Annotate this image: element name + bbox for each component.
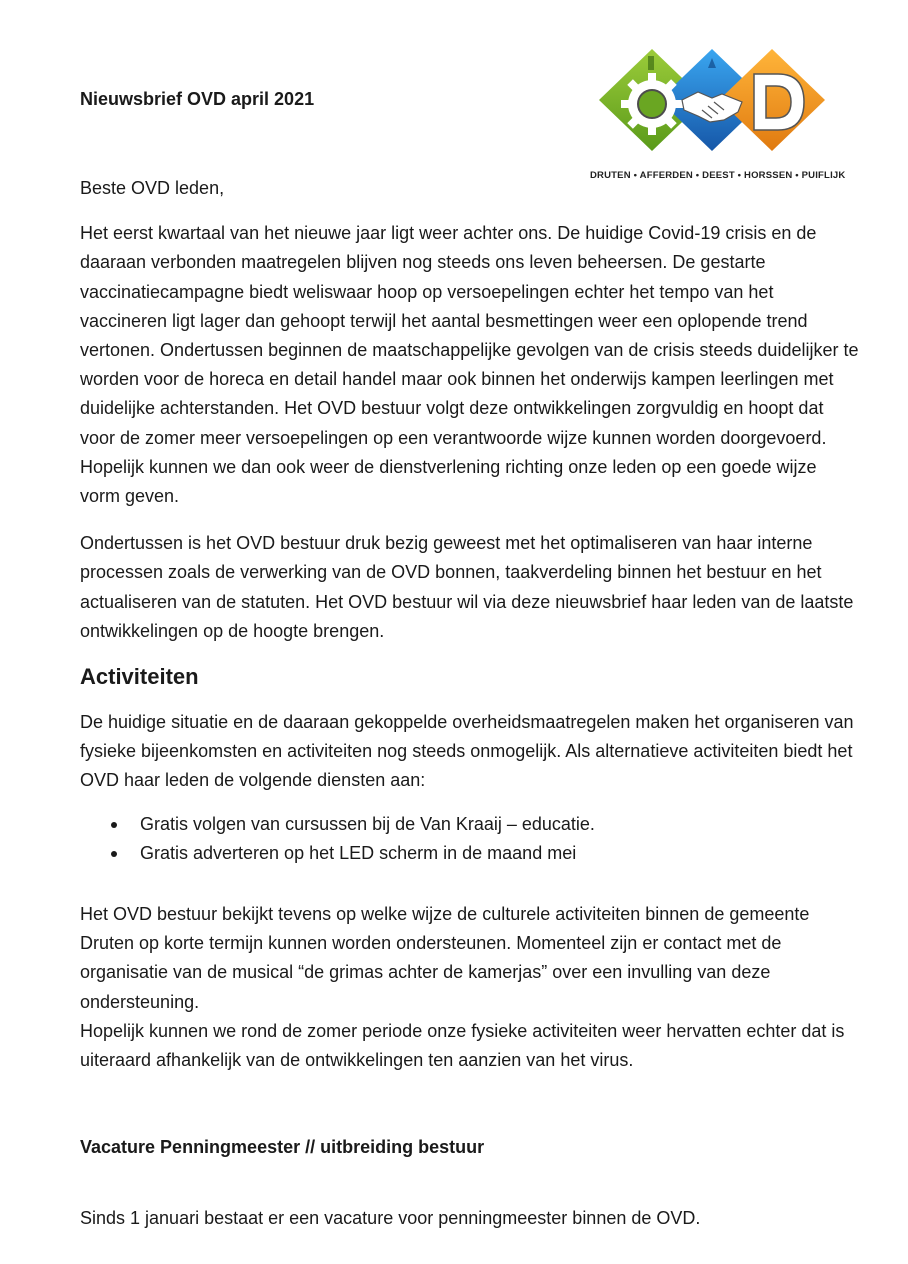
vacancy-heading: Vacature Penningmeester // uitbreiding bestuur	[80, 1137, 485, 1158]
gear-icon	[621, 73, 683, 135]
salutation: Beste OVD leden,	[80, 178, 225, 198]
processes-paragraph: Ondertussen is het OVD bestuur druk bezig geweest met het optimaliseren van haar interne processen zoals de verwerking van de OVD bonnen, taakverdeling binnen het bestuur en het actualiseren van de statuten. Het OVD bestuur wil via deze nieuwsbrief haar leden van de laatste ontwikkelingen op de hoogte brengen.	[80, 533, 854, 641]
page-title: Nieuwsbrief OVD april 2021	[80, 89, 315, 109]
activities-heading: Activiteiten	[80, 664, 199, 690]
church-tower-icon	[648, 56, 654, 70]
services-list	[80, 810, 860, 868]
activities-paragraph: De huidige situatie en de daaraan gekoppelde overheidsmaatregelen maken het organiseren van fysieke bijeenkomsten en activiteiten nog steeds onmogelijk. Als alternatieve activiteiten biedt het OVD haar leden de volgende diensten aan:	[80, 712, 854, 791]
ovd-logo	[590, 44, 846, 189]
ovd-logo-graphic	[590, 44, 840, 170]
logo-caption: DRUTEN • AFFERDEN • DEEST • HORSSEN • PUIFLIJK	[590, 170, 846, 181]
intro-paragraph: Het eerst kwartaal van het nieuwe jaar ligt weer achter ons. De huidige Covid-19 crisis en de daaraan verbonden maatregelen blijven nog steeds ons leven beheersen. De gestarte vaccinatiecampagne biedt weliswaar hoop op versoepelingen echter het tempo van het vaccineren ligt lager dan gehoopt terwijl het aantal besmettingen weer een oplopende trend vertonen. Ondertussen beginnen de maatschappelijke gevolgen van de crisis steeds duidelijker te worden voor de horeca en detail handel maar ook binnen het onderwijs kampen leerlingen met duidelijke achterstanden. Het OVD bestuur volgt deze ontwikkelingen zorgvuldig en hoopt dat voor de zomer meer versoepelingen op een verantwoorde wijze kunnen worden doorgevoerd. Hopelijk kunnen we dan ook weer de dienstverlening richting onze leden op een goede wijze vorm geven.	[80, 223, 859, 507]
vacancy-paragraph: Sinds 1 januari bestaat er een vacature voor penningmeester binnen de OVD.	[80, 1208, 701, 1229]
culture-followup-paragraph: Hopelijk kunnen we rond de zomer periode onze fysieke activiteiten weer hervatten echter dat is uiteraard afhankelijk van de ontwikkelingen ten aanzien van het virus.	[80, 1020, 845, 1071]
list-item: Gratis adverteren op het LED scherm in de maand mei	[140, 839, 860, 868]
newsletter-body	[80, 174, 860, 1233]
list-item: Gratis volgen van cursussen bij de Van Kraaij – educatie.	[140, 810, 860, 839]
culture-paragraph: Het OVD bestuur bekijkt tevens op welke wijze de culturele activiteiten binnen de gemeente Druten op korte termijn kunnen worden ondersteunen. Momenteel zijn er contact met de organisatie van de musical “de grimas achter de kamerjas” over een invulling van deze ondersteuning.	[80, 904, 810, 1012]
